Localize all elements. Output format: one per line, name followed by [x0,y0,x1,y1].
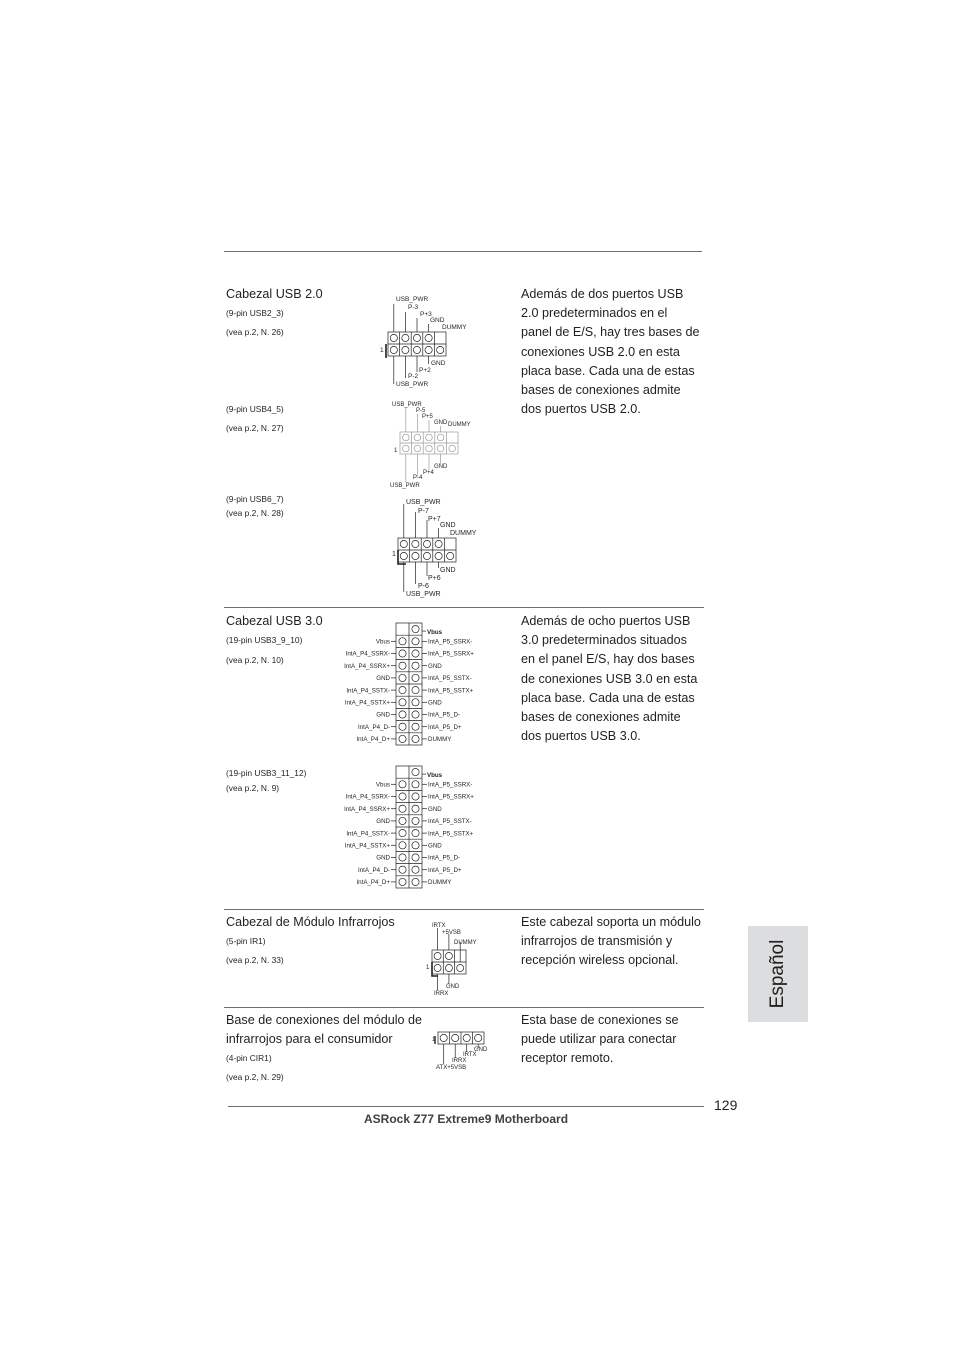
pin-label-right: IntA_P5_SSRX- [428,781,473,789]
pin-label-right: GND [428,805,442,813]
pin-label-right: DUMMY [428,736,452,744]
pin-label: P-3 [408,304,419,311]
usb3-title: Cabezal USB 3.0 [226,614,323,628]
pin-label-left: IntA_P4_SSTX- [346,687,390,695]
usb3-header-2-pin: (19-pin USB3_11_12) [226,768,307,778]
ir-description [521,913,701,971]
desc-line: recepción wireless opcional. [521,953,679,968]
cir-title-line-1: Base de conexiones del módulo de [226,1013,423,1027]
pin-label-right: IntA_P5_SSTX+ [428,830,474,838]
usb6-7-pin-diagram [392,494,488,602]
pin-label: GND [434,420,448,426]
usb3-divider [224,607,704,608]
desc-line: en el panel E/S, hay dos bases [521,652,695,667]
pin-label: P+6 [428,575,441,582]
desc-line: Además de dos puertos USB [521,287,684,301]
pin-label: P-4 [413,475,423,481]
pin-label: P-6 [418,583,429,590]
pin-1-marker: 1 [380,347,384,354]
pin-label: GND [434,464,448,470]
desc-line: Este cabezal soporta un módulo [521,915,701,929]
ir-pin: (5-pin IR1) [226,936,266,946]
pin-label-left: IntA_P4_SSTX- [346,830,390,838]
pin-label-left: Vbus [375,638,390,646]
pin-label-right: IntA_P5_SSRX- [428,638,473,646]
pin-label-right: IntA_P5_SSRX+ [428,650,474,658]
pin-label: DUMMY [448,422,471,428]
pin-1-marker: 1 [392,551,396,558]
pin-label: USB_PWR [390,483,420,489]
cir-title-line-2: infrarrojos para el consumidor [226,1032,393,1046]
language-tab-label: Español [767,939,788,1009]
ir-label-gnd: GND [446,984,460,990]
pin-label: P+7 [428,516,441,523]
pin-label-left: IntA_P4_SSRX- [345,650,390,658]
pin-label: USB_PWR [392,402,422,408]
desc-line: 2.0 predeterminados en el [521,306,668,321]
pin-label: USB_PWR [406,499,441,506]
cir1-pin-diagram [432,1030,496,1074]
desc-line: conexiones USB 2.0 en esta [521,344,680,359]
usb3-description [521,612,697,746]
pin-label-right: DUMMY [428,879,452,887]
pin-label: P+3 [420,311,432,318]
desc-line: 3.0 predeterminados situados [521,633,687,648]
desc-line: Además de ocho puertos USB [521,614,691,628]
pin-1-marker: 1 [426,965,430,971]
pin-label-right: IntA_P5_D+ [428,723,462,731]
pin-label-left: IntA_P4_D- [358,866,390,874]
usb2-description [521,285,700,419]
pin-1-marker: 1 [432,1037,436,1043]
pin-label: GND [440,522,456,529]
pin-label-left: IntA_P4_D+ [356,736,390,744]
top-rule [224,251,702,252]
pin-label-left: IntA_P4_SSRX+ [344,805,390,813]
pin-1-marker: 1 [394,448,398,454]
ir-label-dummy: DUMMY [454,940,477,946]
pin-label-left: Vbus [375,781,390,789]
usb2-header-3-ref: (vea p.2, N. 28) [226,508,284,518]
cir-label-irrx: IRRX [452,1058,467,1064]
cir-divider [224,1007,704,1008]
pin-label: P+2 [419,367,431,374]
pin-label-left: GND [376,711,390,719]
pin-label-right: IntA_P5_SSTX+ [428,687,474,695]
pin-label: P-2 [408,373,419,380]
ir-divider [224,909,704,910]
desc-line: bases de conexiones admite [521,382,681,397]
pin-label-vbus: Vbus [427,629,443,637]
pin-label-left: IntA_P4_SSRX+ [344,662,390,670]
pin-label-right: IntA_P5_SSTX- [428,675,472,683]
pin-label-left: IntA_P4_D- [358,723,390,731]
usb3-9-10-pin-diagram [340,620,510,748]
cir-ref: (vea p.2, N. 29) [226,1072,284,1082]
pin-label-right: IntA_P5_SSTX- [428,818,472,826]
pin-label: USB_PWR [406,591,441,598]
pin-label-right: IntA_P5_D- [428,854,460,862]
pin-label-vbus: Vbus [427,772,443,780]
pin-label-left: IntA_P4_SSTX+ [344,842,390,850]
usb2-header-1-pin: (9-pin USB2_3) [226,308,284,318]
pin-label-left: GND [376,818,390,826]
pin-label: USB_PWR [396,296,429,303]
desc-line: puede utilizar para conectar [521,1032,677,1047]
usb2-header-3-pin: (9-pin USB6_7) [226,494,284,504]
pin-label-left: GND [376,675,390,683]
page-number: 129 [714,1097,738,1113]
ir1-pin-diagram [426,918,496,998]
pin-label-right: IntA_P5_SSRX+ [428,793,474,801]
desc-line: placa base. Cada una de estas [521,363,695,378]
pin-label-right: GND [428,699,442,707]
cir-label-gnd: GND [474,1047,488,1053]
pin-label: DUMMY [442,324,467,331]
desc-line: panel de E/S, hay tres bases de [521,325,700,340]
pin-label-right: GND [428,842,442,850]
usb2-header-2-ref: (vea p.2, N. 27) [226,423,284,433]
cir-label-irtx: IRTX [463,1052,477,1058]
usb2-header-2-pin: (9-pin USB4_5) [226,404,284,414]
desc-line: placa base. Cada una de estas [521,690,695,705]
pin-label: P+5 [422,414,433,420]
pin-label-left: IntA_P4_SSTX+ [344,699,390,707]
pin-label: DUMMY [450,530,477,537]
usb2-header-1-ref: (vea p.2, N. 26) [226,327,284,337]
usb2-3-pin-diagram [380,292,480,392]
ir-ref: (vea p.2, N. 33) [226,955,284,965]
pin-label: P-5 [416,408,426,414]
desc-line: de conexiones USB 3.0 en esta [521,671,698,686]
desc-line: infrarrojos de transmisión y [521,934,673,949]
usb2-title: Cabezal USB 2.0 [226,287,323,301]
usb3-header-2-ref: (vea p.2, N. 9) [226,783,280,793]
ir-label-irtx: IRTX [432,923,446,929]
footer-rule [228,1106,704,1107]
pin-label: GND [440,567,456,574]
footer-product: ASRock Z77 Extreme9 Motherboard [364,1112,569,1126]
desc-line: receptor remoto. [521,1051,614,1066]
desc-line: bases de conexiones admite [521,709,681,724]
desc-line: dos puertos USB 3.0. [521,729,641,744]
pin-label-right: IntA_P5_D- [428,711,460,719]
pin-label: GND [430,317,445,324]
cir-pin: (4-pin CIR1) [226,1053,272,1063]
pin-label: USB_PWR [396,381,429,388]
pin-label: GND [431,360,446,367]
usb4-5-pin-diagram [390,398,482,490]
pin-label-right: IntA_P5_D+ [428,866,462,874]
usb3-header-1-pin: (19-pin USB3_9_10) [226,635,303,645]
language-tab [748,926,808,1022]
pin-label-right: GND [428,662,442,670]
ir-label-irrx: IRRX [434,991,449,997]
cir-label-atx5vsb: ATX+5VSB [436,1065,467,1071]
ir-title: Cabezal de Módulo Infrarrojos [226,915,395,929]
cir-description [521,1011,679,1069]
pin-label-left: GND [376,854,390,862]
pin-label: P-7 [418,508,429,515]
ir-label-5vsb: +5VSB [442,930,461,936]
desc-line: Esta base de conexiones se [521,1013,679,1027]
usb3-11-12-pin-diagram [340,763,510,891]
pin-label-left: IntA_P4_D+ [356,879,390,887]
pin-label: P+4 [423,470,434,476]
pin-label-left: IntA_P4_SSRX- [345,793,390,801]
usb3-header-1-ref: (vea p.2, N. 10) [226,655,284,665]
desc-line: dos puertos USB 2.0. [521,402,641,417]
